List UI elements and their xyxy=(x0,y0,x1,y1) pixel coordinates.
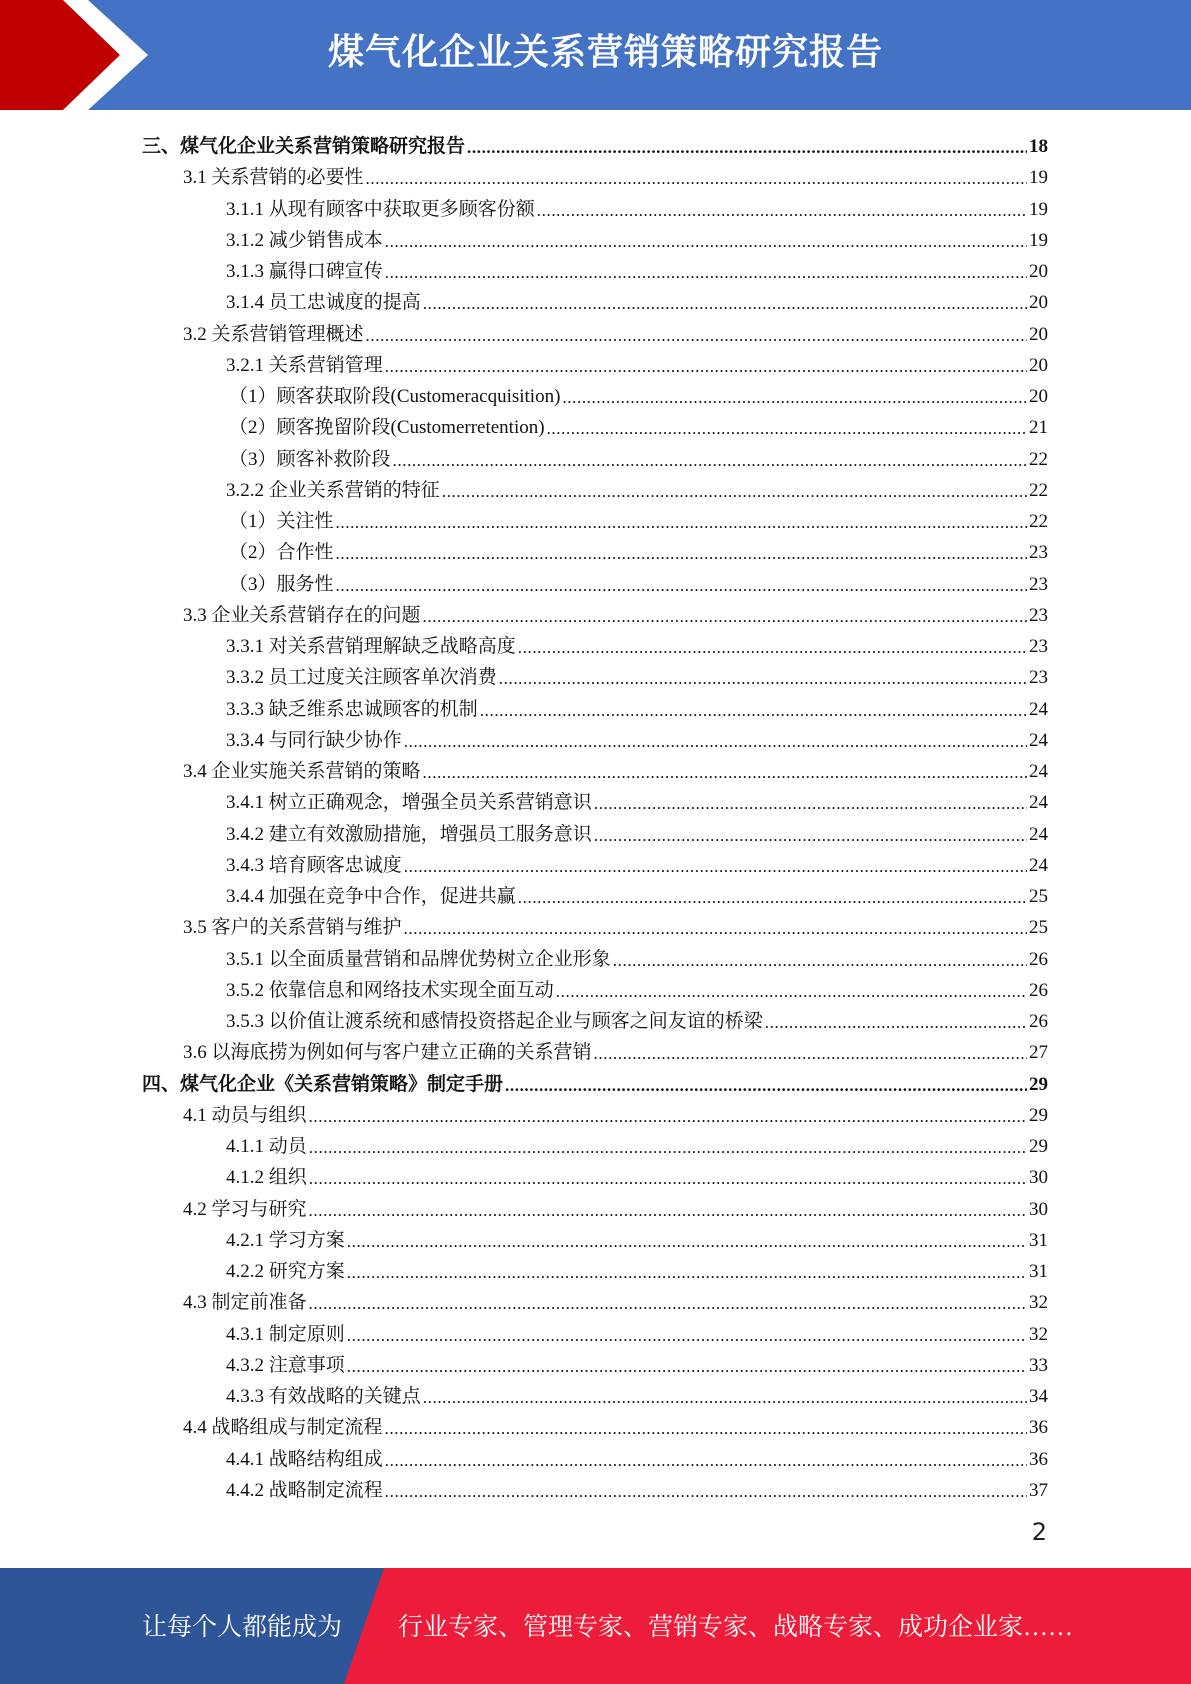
toc-leader-dots xyxy=(404,730,1027,752)
toc-entry-page: 27 xyxy=(1029,1042,1048,1064)
toc-entry[interactable] xyxy=(226,1441,1048,1471)
toc-entry[interactable] xyxy=(226,628,1048,658)
toc-entry-page: 22 xyxy=(1029,448,1048,470)
toc-leader-dots xyxy=(393,449,1027,471)
toc-entry-title: 4.2.2 研究方案 xyxy=(226,1261,345,1282)
toc-entry-title: 3.4.4 加强在竞争中合作，促进共赢 xyxy=(226,886,516,907)
toc-entry[interactable] xyxy=(183,1284,1048,1314)
toc-leader-dots xyxy=(423,761,1027,783)
toc-entry[interactable] xyxy=(183,159,1048,189)
toc-entry[interactable] xyxy=(183,1191,1048,1221)
toc-leader-dots xyxy=(467,136,1027,158)
toc-entry-page: 25 xyxy=(1029,917,1048,939)
toc-leader-dots xyxy=(347,1230,1027,1252)
toc-leader-dots xyxy=(404,855,1027,877)
toc-entry[interactable] xyxy=(226,1472,1048,1502)
toc-entry[interactable] xyxy=(183,316,1048,346)
toc-entry-page: 26 xyxy=(1029,1011,1048,1032)
toc-entry[interactable] xyxy=(226,847,1048,877)
toc-entry-title: 3.4.3 培育顾客忠诚度 xyxy=(226,854,402,876)
toc-entry[interactable] xyxy=(142,1066,1048,1096)
toc-entry-page: 31 xyxy=(1029,1229,1048,1251)
toc-leader-dots xyxy=(594,1042,1027,1064)
toc-entry-title: 3.3.4 与同行缺少协作 xyxy=(226,729,402,751)
toc-entry-page: 23 xyxy=(1029,542,1048,564)
toc-leader-dots xyxy=(518,886,1027,908)
toc-entry-title: 四、煤气化企业《关系营销策略》制定手册 xyxy=(142,1073,504,1095)
toc-entry-title: （1）关注性 xyxy=(229,511,334,532)
toc-leader-dots xyxy=(547,417,1027,439)
toc-leader-dots xyxy=(442,480,1027,502)
toc-entry-page: 19 xyxy=(1029,167,1048,189)
toc-entry-page: 22 xyxy=(1029,479,1048,501)
toc-entry-page: 24 xyxy=(1029,792,1048,814)
toc-leader-dots xyxy=(518,636,1027,658)
toc-entry-title: 3.5.3 以价值让渡系统和感情投资搭起企业与顾客之间友谊的桥梁 xyxy=(226,1011,763,1032)
page-footer xyxy=(0,1568,1191,1684)
toc-entry-page: 26 xyxy=(1029,979,1048,1001)
toc-entry-title: （2）顾客挽留阶段(Customerretention) xyxy=(229,417,545,439)
toc-entry-title: 3.3 企业关系营销存在的问题 xyxy=(183,604,421,626)
toc-entry-page: 29 xyxy=(1029,1104,1048,1126)
footer-slogan: 让每个人都能成为 xyxy=(142,1614,343,1641)
toc-entry[interactable] xyxy=(226,222,1048,252)
toc-entry-title: 4.3 制定前准备 xyxy=(183,1292,307,1314)
toc-leader-dots xyxy=(336,574,1027,596)
toc-entry[interactable] xyxy=(226,784,1048,814)
toc-entry[interactable] xyxy=(226,253,1048,283)
toc-entry-page: 29 xyxy=(1029,1136,1048,1157)
toc-entry[interactable] xyxy=(226,972,1048,1002)
toc-leader-dots xyxy=(366,167,1027,189)
toc-entry[interactable] xyxy=(183,909,1048,939)
toc-entry-title: 3.5.1 以全面质量营销和品牌优势树立企业形象 xyxy=(226,948,611,970)
toc-entry-page: 18 xyxy=(1029,136,1048,157)
toc-entry-page: 36 xyxy=(1029,1417,1048,1439)
toc-entry-page: 20 xyxy=(1029,354,1048,376)
toc-leader-dots xyxy=(347,1261,1027,1283)
toc-entry-title: 3.6 以海底捞为例如何与客户建立正确的关系营销 xyxy=(183,1042,592,1064)
toc-leader-dots xyxy=(594,824,1027,846)
toc-entry[interactable] xyxy=(183,597,1048,627)
toc-entry-title: 3.3.3 缺乏维系忠诚顾客的机制 xyxy=(226,698,478,720)
toc-leader-dots xyxy=(385,261,1027,283)
toc-entry-page: 23 xyxy=(1029,604,1048,626)
toc-entry-title: 3.2 关系营销管理概述 xyxy=(183,323,364,345)
toc-leader-dots xyxy=(765,1011,1027,1033)
toc-entry-title: 4.1.2 组织 xyxy=(226,1167,307,1189)
toc-entry[interactable] xyxy=(226,191,1048,221)
toc-entry-title: 4.3.3 有效战略的关键点 xyxy=(226,1386,421,1407)
toc-entry[interactable] xyxy=(183,753,1048,783)
toc-entry[interactable] xyxy=(226,1128,1048,1158)
toc-leader-dots xyxy=(404,917,1027,939)
toc-entry-page: 22 xyxy=(1029,511,1048,532)
toc-leader-dots xyxy=(385,1417,1027,1439)
toc-entry[interactable] xyxy=(142,128,1048,158)
toc-entry-page: 19 xyxy=(1029,229,1048,251)
toc-leader-dots xyxy=(385,355,1027,377)
toc-entry-page: 24 xyxy=(1029,823,1048,845)
toc-entry-page: 23 xyxy=(1029,636,1048,657)
toc-entry-page: 19 xyxy=(1029,198,1048,220)
footer-roles: 行业专家、管理专家、营销专家、战略专家、成功企业家…… xyxy=(398,1614,1074,1641)
toc-entry-title: 三、煤气化企业关系营销策略研究报告 xyxy=(142,136,466,157)
toc-entry-page: 31 xyxy=(1029,1261,1048,1282)
toc-leader-dots xyxy=(480,699,1027,721)
toc-entry-page: 20 xyxy=(1029,261,1048,282)
toc-entry-page: 32 xyxy=(1029,1292,1048,1314)
toc-entry[interactable] xyxy=(229,566,1048,596)
toc-entry[interactable] xyxy=(226,878,1048,908)
toc-leader-dots xyxy=(309,1292,1027,1314)
toc-entry-page: 24 xyxy=(1029,761,1048,782)
toc-leader-dots xyxy=(594,792,1027,814)
toc-leader-dots xyxy=(385,230,1027,252)
toc-entry-page: 29 xyxy=(1029,1073,1048,1095)
toc-entry-page: 24 xyxy=(1029,698,1048,720)
toc-entry-title: 4.4 战略组成与制定流程 xyxy=(183,1417,383,1439)
toc-entry-page: 20 xyxy=(1029,323,1048,345)
toc-entry[interactable] xyxy=(226,691,1048,721)
toc-entry-page: 25 xyxy=(1029,886,1048,907)
toc-leader-dots xyxy=(309,1167,1027,1189)
toc-entry-title: （3）顾客补救阶段 xyxy=(229,448,391,470)
toc-entry-title: 4.4.1 战略结构组成 xyxy=(226,1448,383,1470)
toc-entry-title: 4.2.1 学习方案 xyxy=(226,1229,345,1251)
toc-leader-dots xyxy=(505,1074,1027,1096)
toc-entry-title: 3.1.1 从现有顾客中获取更多顾客份额 xyxy=(226,198,535,220)
toc-entry-title: 3.1.4 员工忠诚度的提高 xyxy=(226,292,421,314)
toc-entry[interactable] xyxy=(226,1347,1048,1377)
toc-leader-dots xyxy=(499,667,1027,689)
toc-leader-dots xyxy=(336,542,1027,564)
toc-entry[interactable] xyxy=(226,1316,1048,1346)
toc-leader-dots xyxy=(347,1324,1027,1346)
toc-entry-page: 21 xyxy=(1029,417,1048,439)
toc-entry[interactable] xyxy=(183,1097,1048,1127)
toc-leader-dots xyxy=(347,1355,1027,1377)
toc-leader-dots xyxy=(423,1386,1027,1408)
toc-leader-dots xyxy=(309,1199,1027,1221)
toc-entry-page: 24 xyxy=(1029,729,1048,751)
toc-entry[interactable] xyxy=(229,409,1048,439)
toc-entry-title: 4.3.2 注意事项 xyxy=(226,1354,345,1376)
toc-leader-dots xyxy=(309,1136,1027,1158)
toc-leader-dots xyxy=(385,1449,1027,1471)
page-title: 煤气化企业关系营销策略研究报告 xyxy=(327,32,883,73)
toc-entry[interactable] xyxy=(226,816,1048,846)
toc-leader-dots xyxy=(562,386,1027,408)
toc-entry[interactable] xyxy=(226,1378,1048,1408)
toc-entry-page: 26 xyxy=(1029,948,1048,970)
toc-entry[interactable] xyxy=(226,284,1048,314)
toc-entry-title: 4.4.2 战略制定流程 xyxy=(226,1479,383,1501)
toc-leader-dots xyxy=(336,511,1027,533)
toc-entry-page: 33 xyxy=(1029,1354,1048,1376)
toc-entry-title: （3）服务性 xyxy=(229,573,334,595)
toc-entry-title: （2）合作性 xyxy=(229,542,334,564)
toc-leader-dots xyxy=(309,1105,1027,1127)
toc-entry-page: 23 xyxy=(1029,573,1048,595)
toc-entry-page: 36 xyxy=(1029,1448,1048,1470)
page-number: 2 xyxy=(1031,1518,1047,1546)
toc-entry[interactable] xyxy=(229,534,1048,564)
toc-entry-page: 20 xyxy=(1029,386,1048,407)
toc-entry-page: 30 xyxy=(1029,1198,1048,1220)
toc-entry[interactable] xyxy=(226,722,1048,752)
toc-entry[interactable] xyxy=(226,1003,1048,1033)
toc-leader-dots xyxy=(385,1480,1027,1502)
toc-entry-title: 3.3.2 员工过度关注顾客单次消费 xyxy=(226,667,497,689)
toc-entry-title: 3.1.2 减少销售成本 xyxy=(226,229,383,251)
toc-entry[interactable] xyxy=(229,378,1048,408)
toc-entry-title: 4.1 动员与组织 xyxy=(183,1104,307,1126)
toc-entry-page: 20 xyxy=(1029,292,1048,314)
toc-entry-title: 3.2.1 关系营销管理 xyxy=(226,354,383,376)
toc-leader-dots xyxy=(613,949,1027,971)
toc-entry-title: 3.4.1 树立正确观念，增强全员关系营销意识 xyxy=(226,792,592,814)
toc-entry[interactable] xyxy=(226,472,1048,502)
toc-entry-page: 23 xyxy=(1029,667,1048,689)
toc-entry-title: （1）顾客获取阶段(Customeracquisition) xyxy=(229,386,561,407)
toc-entry[interactable] xyxy=(229,441,1048,471)
toc-entry-title: 3.3.1 对关系营销理解缺乏战略高度 xyxy=(226,636,516,657)
toc-entry-title: 4.2 学习与研究 xyxy=(183,1198,307,1220)
toc-entry-title: 3.4 企业实施关系营销的策略 xyxy=(183,761,421,782)
toc-entry-page: 37 xyxy=(1029,1479,1048,1501)
toc-entry[interactable] xyxy=(226,659,1048,689)
toc-entry-title: 4.1.1 动员 xyxy=(226,1136,307,1157)
toc-entry-page: 24 xyxy=(1029,854,1048,876)
toc-leader-dots xyxy=(537,199,1027,221)
toc-entry-title: 3.5 客户的关系营销与维护 xyxy=(183,917,402,939)
toc-entry-title: 3.5.2 依靠信息和网络技术实现全面互动 xyxy=(226,979,554,1001)
toc-entry-title: 3.1 关系营销的必要性 xyxy=(183,167,364,189)
toc-entry[interactable] xyxy=(229,503,1048,533)
toc-leader-dots xyxy=(366,324,1027,346)
toc-entry[interactable] xyxy=(226,1222,1048,1252)
toc-entry-title: 3.4.2 建立有效激励措施，增强员工服务意识 xyxy=(226,823,592,845)
toc-leader-dots xyxy=(556,980,1027,1002)
toc-entry[interactable] xyxy=(183,1034,1048,1064)
toc-entry-title: 3.2.2 企业关系营销的特征 xyxy=(226,479,440,501)
toc-leader-dots xyxy=(423,605,1027,627)
page-header xyxy=(0,0,1191,110)
toc-entry[interactable] xyxy=(226,347,1048,377)
toc-entry[interactable] xyxy=(183,1409,1048,1439)
toc-entry[interactable] xyxy=(226,1159,1048,1189)
toc-entry-page: 32 xyxy=(1029,1323,1048,1345)
toc-entry[interactable] xyxy=(226,941,1048,971)
toc-entry-page: 34 xyxy=(1029,1386,1048,1407)
toc-entry-page: 30 xyxy=(1029,1167,1048,1189)
toc-entry[interactable] xyxy=(226,1253,1048,1283)
toc-entry-title: 3.1.3 赢得口碑宣传 xyxy=(226,261,383,282)
toc-leader-dots xyxy=(423,292,1027,314)
toc-entry-title: 4.3.1 制定原则 xyxy=(226,1323,345,1345)
